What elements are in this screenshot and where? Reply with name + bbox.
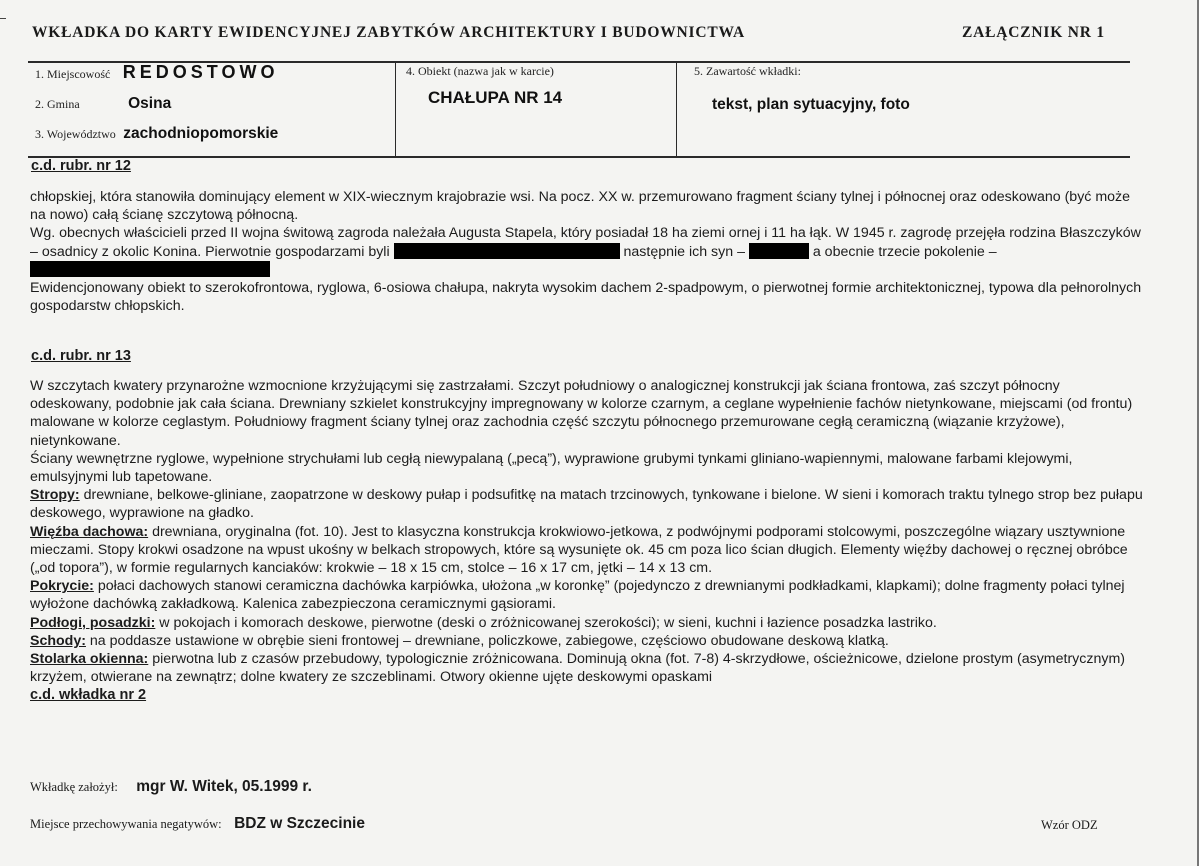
pokrycie-term: Pokrycie: [30,578,94,595]
document-title: WKŁADKA DO KARTY EWIDENCYJNEJ ZABYTKÓW ARCHITEKTURY I BUDOWNICTWA [32,24,746,41]
author-line [30,778,312,796]
annex-label: ZAŁĄCZNIK NR 1 [962,24,1105,41]
wiezba-text: drewniana, oryginalna (fot. 10). Jest to klasyczna konstrukcja krokwiowo-jetkowa, z podwójnymi podporami stolcowymi, poszczególne wiązary usztywnione mieczami. Stopy krokwi osadzone na wpust ukośny w belkach stropowych, które są wysunięte ok. 45 cm poza lico ścian długich. Elementy więźby dachowej o ręcznej obróbce („od topora”), w formie regularnych kanciaków: krokwie – 18 x 15 cm, stolce – 16 x 17 cm, jętki – 14 x 13 cm. [30,523,1128,577]
storage-line [30,815,365,833]
contents-value: tekst, plan sytuacyjny, foto [712,96,910,113]
section-12-owners-text-a: Wg. obecnych właścicieli przed II wojna świtową zagroda należała Augusta Stapela, który posiadał 18 ha ziemi ornej i 11 ha łąk. W 1945 r. zagrodę przejęła rodzina Błaszczyków – osadnicy z okolic Konina. Pierwotnie gospodarzami byli [30,225,1141,260]
template-label: Wzór ODZ [1041,818,1098,832]
object-value: CHAŁUPA NR 14 [428,88,563,107]
section-12-owners-text-c: a obecnie trzecie pokolenie – [808,243,997,260]
box-divider-2 [676,62,677,157]
voivodeship-label: 3. Województwo [35,127,116,141]
continued-note: c.d. wkładka nr 2 [30,687,147,704]
box-bottom-rule [28,156,1130,158]
redaction-bar [394,243,620,259]
schody-term: Schody: [30,632,86,649]
wiezba-term: Więźba dachowa: [30,523,149,540]
voivodeship-value: zachodniopomorskie [123,125,279,142]
section-12-paragraph-3: Ewidencjonowany obiekt to szerokofrontowa, ryglowa, 6-osiowa chałupa, nakryta wysokim dachem 2-spadpowym, o pierwotnej formie architektonicznej, typowa dla pełnorolnych gospodarstw chłopskich. [30,280,1142,315]
locality-value: REDOSTOWO [122,62,279,82]
box-divider-1 [395,62,396,157]
author-label: Wkładkę założył: [30,780,118,794]
section-13-paragraph-1: W szczytach kwatery przynarożne wzmocnione krzyżującymi się zastrzałami. Szczyt południowy o analogicznej konstrukcji jak ściana frontowa, zaś szczyt północny odeskowany, podobnie jak cała ściana. Drewniany szkielet konstrukcyjny impregnowany w kolorze czarnym, a ceglane wypełnienie fachów nietynkowane, miejscami (od frontu) malowane w kolorze ceglastym. Południowy fragment ściany tylnej oraz zachodnia część szczytu północnego przemurowane cegłą ceramiczną (wiązanie krzyżowe), nietynkowane. [30,378,1133,449]
stolarka-paragraph [30,650,1145,686]
pokrycie-paragraph [30,577,1145,613]
stropy-paragraph [30,486,1145,522]
pokrycie-text: połaci dachowych stanowi ceramiczna dachówka karpiówka, ułożona „w koronkę” (pojedynczo z drewnianymi podkładkami, klapkami); dolne fragmenty połaci tylnej wyłożone dachówką zakładkową. Kalenica zabezpieczona ceramicznymi gąsiorami. [30,578,1125,613]
stolarka-text: pierwotna lub z czasów przebudowy, typologicznie zróżnicowana. Dominują okna (fot. 7-8) 4-skrzydłowe, ościeżnicowe, dzielone prostym (asymetrycznym) krzyżem, otwierane na zewnątrz; dolne kwatery ze szczeblinami. Otwory okienne ujęte deskowymi opaskami [30,651,1125,686]
section-12-owners-text-b: następnie ich syn – [619,243,749,260]
locality-label: 1. Miejscowość [35,67,111,81]
object-label: 4. Obiekt (nazwa jak w karcie) [406,64,554,78]
redaction-bar [30,261,270,277]
stolarka-term: Stolarka okienna: [30,651,149,668]
commune-label: 2. Gmina [35,97,80,111]
podlogi-text: w pokojach i komorach deskowe, pierwotne (deski o zróżnicowanej szerokości); w sieni, kuchni i łazience posadzka lastriko. [155,614,937,631]
section-13-body [30,377,1145,705]
stropy-text: drewniane, belkowe-gliniane, zaopatrzone w deskowy pułap i podsufitkę na matach trzcinowych, tynkowane i bielone. W sieni i komorach traktu tylnego strop bez pułapu deskowego, wyprawione na gładko. [30,487,1143,522]
voivodeship-field [35,125,278,143]
schody-paragraph [30,632,1145,650]
section-12-paragraph-2 [30,224,1145,279]
locality-field [35,62,278,83]
podlogi-term: Podłogi, posadzki: [30,614,156,631]
section-12-heading: c.d. rubr. nr 12 [31,158,131,174]
podlogi-paragraph [30,614,1145,632]
section-13-paragraph-2: Ściany wewnętrzne ryglowe, wypełnione strychułami lub cegłą niewypalaną („pecą”), wyprawione grubymi tynkami gliniano-wapiennymi, malowane farbami klejowymi, emulsyjnymi lub tapetowane. [30,450,1073,486]
redaction-bar [749,243,809,259]
storage-label: Miejsce przechowywania negatywów: [30,817,222,831]
section-12-paragraph-1: chłopskiej, która stanowiła dominujący element w XIX-wiecznym krajobrazie wsi. Na pocz. XX w. przemurowano fragment ściany tylnej i północnej oraz odeskowano (być może na nowo) całą ścianę szczytową północną. [30,189,1131,224]
contents-label: 5. Zawartość wkładki: [694,64,801,78]
schody-text: na poddasze ustawione w obrębie sieni frontowej – drewniane, policzkowe, zabiegowe, częściowo obudowane deskową klatką. [85,632,889,649]
wiezba-paragraph [30,523,1145,578]
stropy-term: Stropy: [30,487,80,504]
commune-field [35,95,171,113]
storage-value: BDZ w Szczecinie [234,815,365,832]
commune-value: Osina [128,95,172,112]
section-12-body [30,188,1145,315]
section-13-heading: c.d. rubr. nr 13 [31,348,131,364]
author-value: mgr W. Witek, 05.1999 r. [136,778,312,795]
edge-mark [0,18,6,19]
